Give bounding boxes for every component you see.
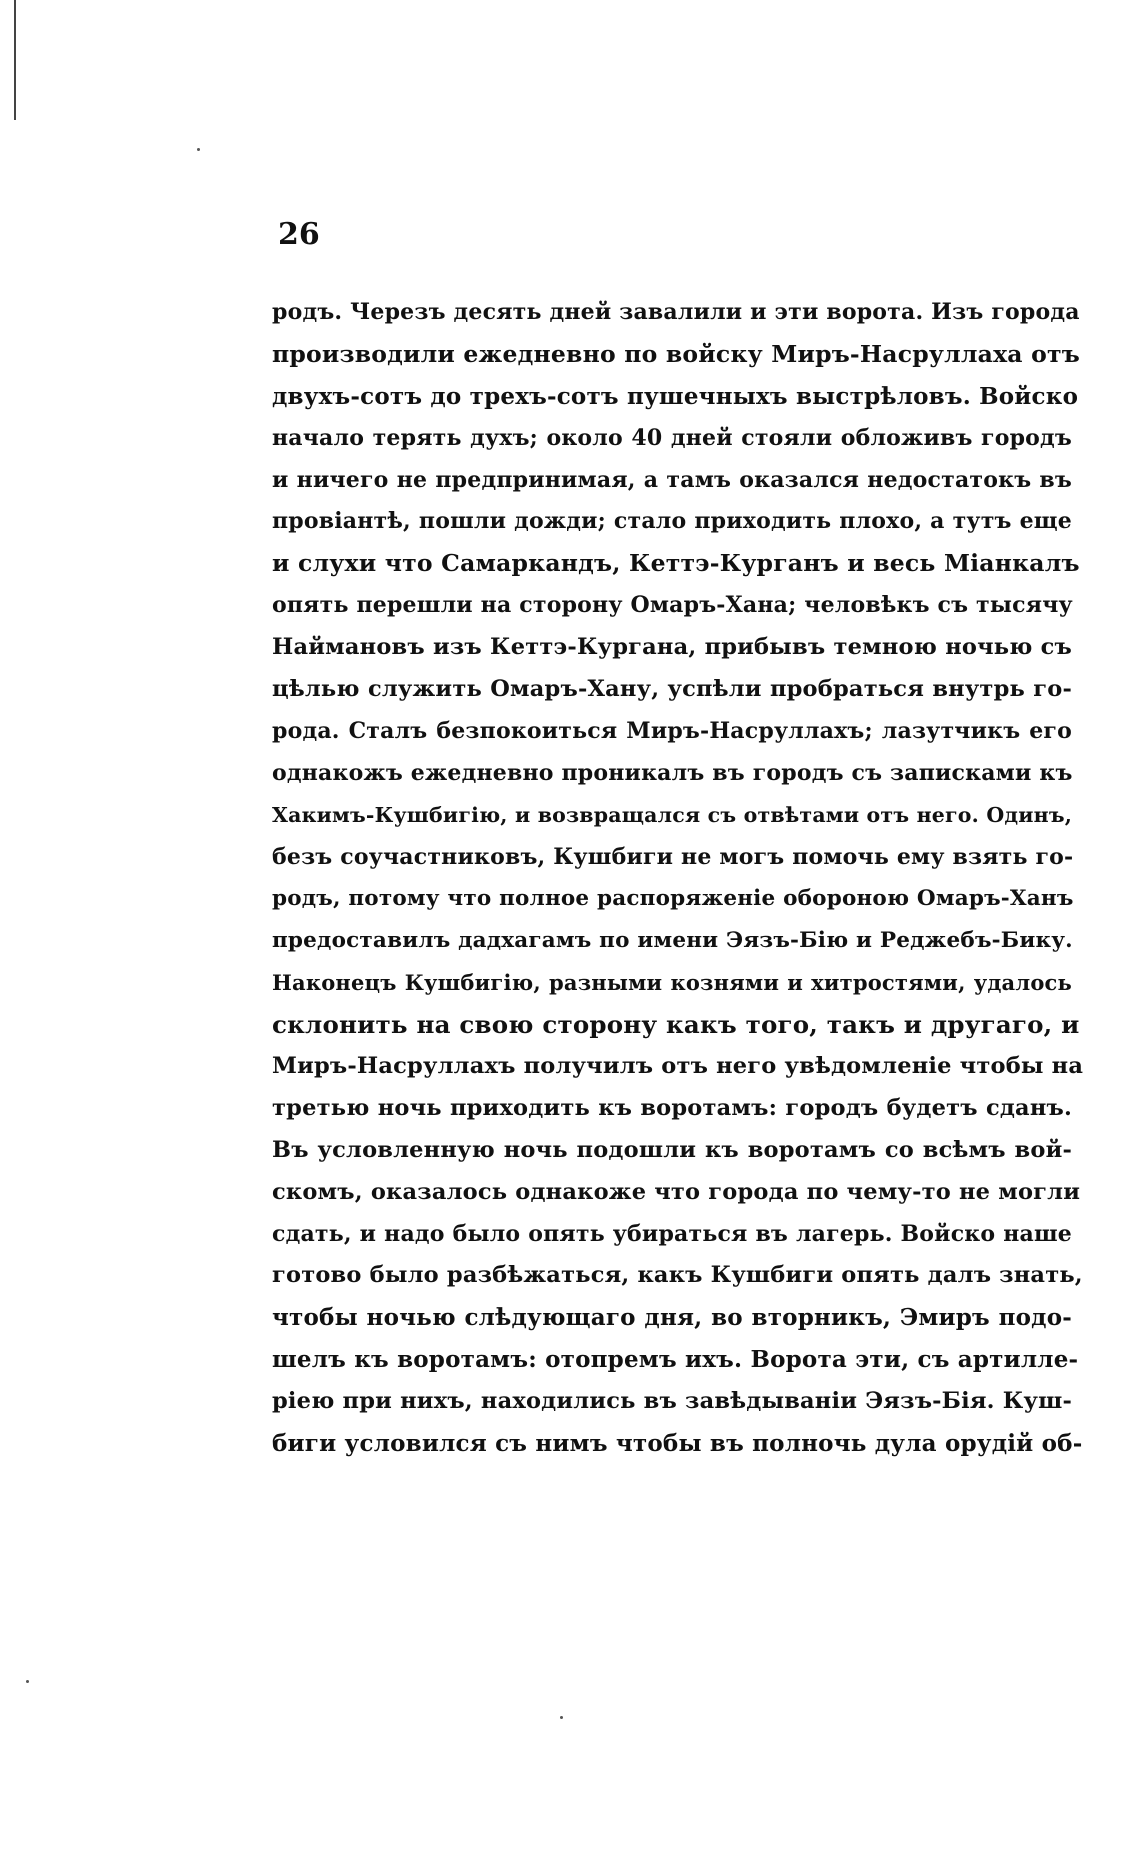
scan-edge-line xyxy=(14,0,16,120)
page-number: 26 xyxy=(278,217,320,252)
text-line: родъ, потому что полное распоряженіе обороною Омаръ-Ханъ xyxy=(272,886,1074,912)
text-line: родъ. Черезъ десять дней завалили и эти ворота. Изъ города xyxy=(272,299,1080,325)
text-line: двухъ-сотъ до трехъ-сотъ пушечныхъ выстрѣловъ. Войско xyxy=(272,382,1079,410)
scan-speck xyxy=(197,148,200,151)
text-line: скомъ, оказалось однакоже что города по чему-то не могли xyxy=(272,1178,1081,1205)
text-line: чтобы ночью слѣдующаго дня, во вторникъ, Эмиръ подо- xyxy=(272,1304,1072,1332)
text-line: провіантѣ, пошли дожди; стало приходить плохо, а тутъ еще xyxy=(272,508,1072,535)
text-line: безъ соучастниковъ, Кушбиги не могъ помочь ему взять го- xyxy=(272,843,1074,870)
scan-speck xyxy=(26,1680,29,1683)
text-line: Въ условленную ночь подошли къ воротамъ со всѣмъ вой- xyxy=(272,1136,1072,1163)
text-line: Миръ-Насруллахъ получилъ отъ него увѣдомленіе чтобы на xyxy=(272,1053,1084,1080)
text-line: опять перешли на сторону Омаръ-Хана; человѣкъ съ тысячу xyxy=(272,592,1073,619)
text-line: третью ночь приходить къ воротамъ: городъ будетъ сданъ. xyxy=(272,1094,1072,1121)
text-line: Хакимъ-Кушбигію, и возвращался съ отвѣтами отъ него. Одинъ, xyxy=(272,802,1073,827)
text-line: производили ежедневно по войску Миръ-Насруллаха отъ xyxy=(272,339,1080,368)
text-line: и ничего не предпринимая, а тамъ оказался недостатокъ въ xyxy=(272,466,1072,493)
text-line: Наконецъ Кушбигію, разными кознями и хитростями, удалось xyxy=(272,970,1072,996)
text-line: шелъ къ воротамъ: отопремъ ихъ. Ворота эти, съ артилле- xyxy=(272,1346,1079,1374)
text-line: однакожъ ежедневно проникалъ въ городъ съ записками къ xyxy=(272,759,1073,786)
text-line: цѣлью служить Омаръ-Хану, успѣли пробраться внутрь го- xyxy=(272,676,1072,703)
text-line: начало терять духъ; около 40 дней стояли обложивъ городъ xyxy=(272,424,1072,451)
body-text xyxy=(272,292,1084,1465)
text-line: биги условился съ нимъ чтобы въ полночь дула орудій об- xyxy=(272,1430,1083,1458)
text-line: склонить на свою сторону какъ того, такъ и другаго, и xyxy=(272,1010,1080,1040)
text-line: предоставилъ дадхагамъ по имени Эязъ-Бію и Реджебъ-Бику. xyxy=(272,928,1073,954)
text-line: ріею при нихъ, находились въ завѣдываніи Эязъ-Бія. Куш- xyxy=(272,1388,1072,1415)
scan-speck xyxy=(560,1716,563,1719)
text-line: сдать, и надо было опять убираться въ лагерь. Войско наше xyxy=(272,1220,1072,1247)
text-line: и слухи что Самаркандъ, Кеттэ-Курганъ и весь Міанкалъ xyxy=(272,549,1080,578)
text-line: Наймановъ изъ Кеттэ-Кургана, прибывъ темною ночью съ xyxy=(272,634,1072,661)
text-line: рода. Сталъ безпокоиться Миръ-Насруллахъ; лазутчикъ его xyxy=(272,717,1072,744)
text-line: готово было разбѣжаться, какъ Кушбиги опять далъ знать, xyxy=(272,1262,1083,1289)
